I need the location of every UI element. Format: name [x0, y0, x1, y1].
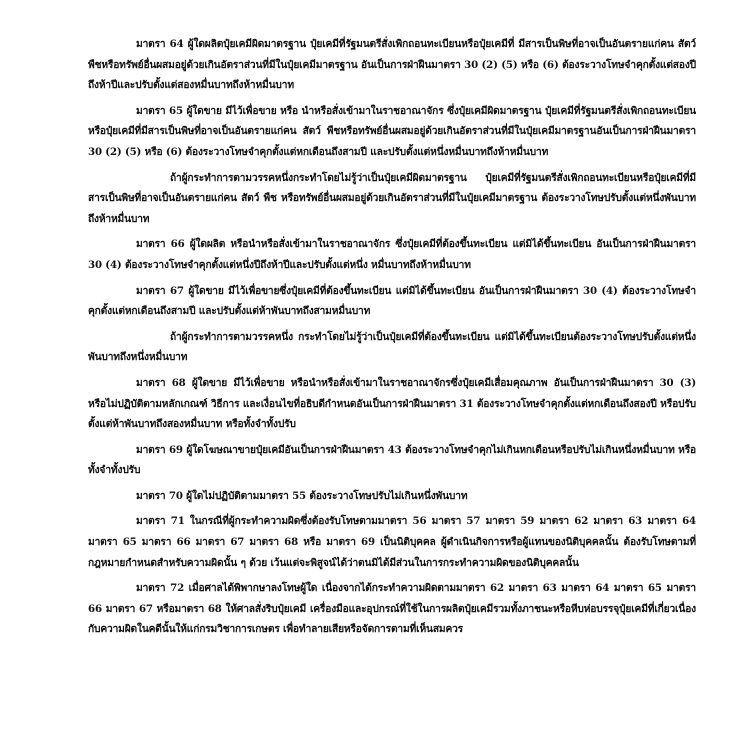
section-71-paragraph: มาตรา 71 ในกรณีที่ผู้กระทำความผิดซึ่งต้องรับโทษตามมาตรา 56 มาตรา 57 มาตรา 59 มาตรา 62 มาตรา 63 มาตรา 64 มาตรา 65 มาตรา 66 มาตรา 67 มาตรา 68 หรือ มาตรา 69 เป็นนิติบุคคล ผู้ดำเนินกิจการหรือผู้แทนของนิติบุคคลนั้น ต้องรับโทษตามที่กฎหมายกำหนดสำหรับความผิดนั้น ๆ ด้วย เว้นแต่จะพิสูจน์ได้ว่าตนมิได้มีส่วนในการกระทำความผิดของนิติบุคคลนั้น	[88, 515, 696, 569]
section-66-paragraph: มาตรา 66 ผู้ใดผลิต หรือนำหรือสั่งเข้ามาในราชอาณาจักร ซึ่งปุ๋ยเคมีที่ต้องขึ้นทะเบียน แต่มิได้ขึ้นทะเบียน อันเป็นการฝ่าฝืนมาตรา 30 (4) ต้องระวางโทษจำคุกตั้งแต่หนึ่งปีถึงห้าปีและปรับตั้งแต่หนึ่ง หมื่นบาทถึงห้าหมื่นบาท	[88, 238, 696, 271]
section-65-paragraph: มาตรา 65 ผู้ใดขาย มีไว้เพื่อขาย หรือ นำหรือสั่งเข้ามาในราชอาณาจักร ซึ่งปุ๋ยเคมีผิดมาตรฐาน ปุ๋ยเคมีที่รัฐมนตรีสั่งเพิกถอนทะเบียน หรือปุ๋ยเคมีที่มีสารเป็นพิษที่อาจเป็นอันตรายแก่คน สัตว์ พืชหรือทรัพย์อื่นผสมอยู่ด้วยเกินอัตราส่วนที่มีในปุ๋ยเคมีมาตรฐานอันเป็นการฝ่าฝืนมาตรา 30 (2) (5) หรือ (6) ต้องระวางโทษจำคุกตั้งแต่หกเดือนถึงสามปี และปรับตั้งแต่หนึ่งหมื่นบาทถึงห้าหมื่นบาท	[88, 104, 696, 158]
section-69-paragraph: มาตรา 69 ผู้ใดโฆษณาขายปุ๋ยเคมีอันเป็นการฝ่าฝืนมาตรา 43 ต้องระวางโทษจำคุกไม่เกินหกเดือนหรือปรับไม่เกินหนึ่งหมื่นบาท หรือทั้งจำทั้งปรับ	[88, 443, 696, 477]
section-65-second-clause: ถ้าผู้กระทำการตามวรรคหนึ่งกระทำโดยไม่รู้ว่าเป็นปุ๋ยเคมีผิดมาตรฐาน ปุ๋ยเคมีที่รัฐมนตรีสั่งเพิกถอนทะเบียนหรือปุ๋ยเคมีที่มีสารเป็นพิษที่อาจเป็นอันตรายแก่คน สัตว์ พืช หรือทรัพย์อื่นผสมอยู่ด้วยเกินอัตราส่วนที่มีในปุ๋ยเคมีมาตรฐาน ต้องระวางโทษปรับตั้งแต่หนึ่งพันบาทถึงห้าหมื่นบาท	[88, 171, 696, 225]
section-72-paragraph: มาตรา 72 เมื่อศาลได้พิพากษาลงโทษผู้ใด เนื่องจากได้กระทำความผิดตามมาตรา 62 มาตรา 63 มาตรา 64 มาตรา 65 มาตรา 66 มาตรา 67 หรือมาตรา 68 ให้ศาลสั่งริบปุ๋ยเคมี เครื่องมือและอุปกรณ์ที่ใช้ในการผลิตปุ๋ยเคมีรวมทั้งภาชนะหรือหีบห่อบรรจุปุ๋ยเคมีที่เกี่ยวเนื่องกับความผิดในคดีนั้นให้แก่กรมวิชาการเกษตร เพื่อทำลายเสียหรือจัดการตามที่เห็นสมควร	[88, 582, 696, 636]
section-68-paragraph: มาตรา 68 ผู้ใดขาย มีไว้เพื่อขาย หรือนำหรือสั่งเข้ามาในราชอาณาจักรซึ่งปุ๋ยเคมีเสื่อมคุณภาพ อันเป็นการฝ่าฝืนมาตรา 30 (3) หรือไม่ปฏิบัติตามหลักเกณฑ์ วิธีการ และเงื่อนไขที่อธิบดีกำหนดอันเป็นการฝ่าฝืนมาตรา 31 ต้องระวางโทษจำคุกตั้งแต่หกเดือนถึงสองปี หรือปรับตั้งแต่ห้าพันบาทถึงสองหมื่นบาท หรือทั้งจำทั้งปรับ	[88, 376, 696, 431]
section-70-paragraph: มาตรา 70 ผู้ใดไม่ปฏิบัติตามมาตรา 55 ต้องระวางโทษปรับไม่เกินหนึ่งพันบาท	[136, 489, 468, 502]
section-67-paragraph: มาตรา 67 ผู้ใดขาย มีไว้เพื่อขายซึ่งปุ๋ยเคมีที่ต้องขึ้นทะเบียน แต่มิได้ขึ้นทะเบียน อันเป็นการฝ่าฝืนมาตรา 30 (4) ต้องระวางโทษจำคุกตั้งแต่หกเดือนถึงสามปี และปรับตั้งแต่ห้าพันบาทถึงสามหมื่นบาท	[88, 284, 696, 318]
section-67-second-clause: ถ้าผู้กระทำการตามวรรคหนึ่ง กระทำโดยไม่รู้ว่าเป็นปุ๋ยเคมีที่ต้องขึ้นทะเบียน แต่มิได้ขึ้นทะเบียนต้องระวางโทษปรับตั้งแต่หนึ่งพันบาทถึงหนึ่งหมื่นบาท	[88, 330, 696, 364]
section-64-paragraph: มาตรา 64 ผู้ใดผลิตปุ๋ยเคมีผิดมาตรฐาน ปุ๋ยเคมีที่รัฐมนตรีสั่งเพิกถอนทะเบียนหรือปุ๋ยเคมีที่ มีสารเป็นพิษที่อาจเป็นอันตรายแก่คน สัตว์ พืชหรือทรัพย์อื่นผสมอยู่ด้วยเกินอัตราส่วนที่มีในปุ๋ยเคมีมาตรฐาน อันเป็นการฝ่าฝืนมาตรา 30 (2) (5) หรือ (6) ต้องระวางโทษจำคุกตั้งแต่สองปีถึงห้าปีและปรับตั้งแต่สองหมื่นบาทถึงห้าหมื่นบาท	[88, 38, 696, 92]
